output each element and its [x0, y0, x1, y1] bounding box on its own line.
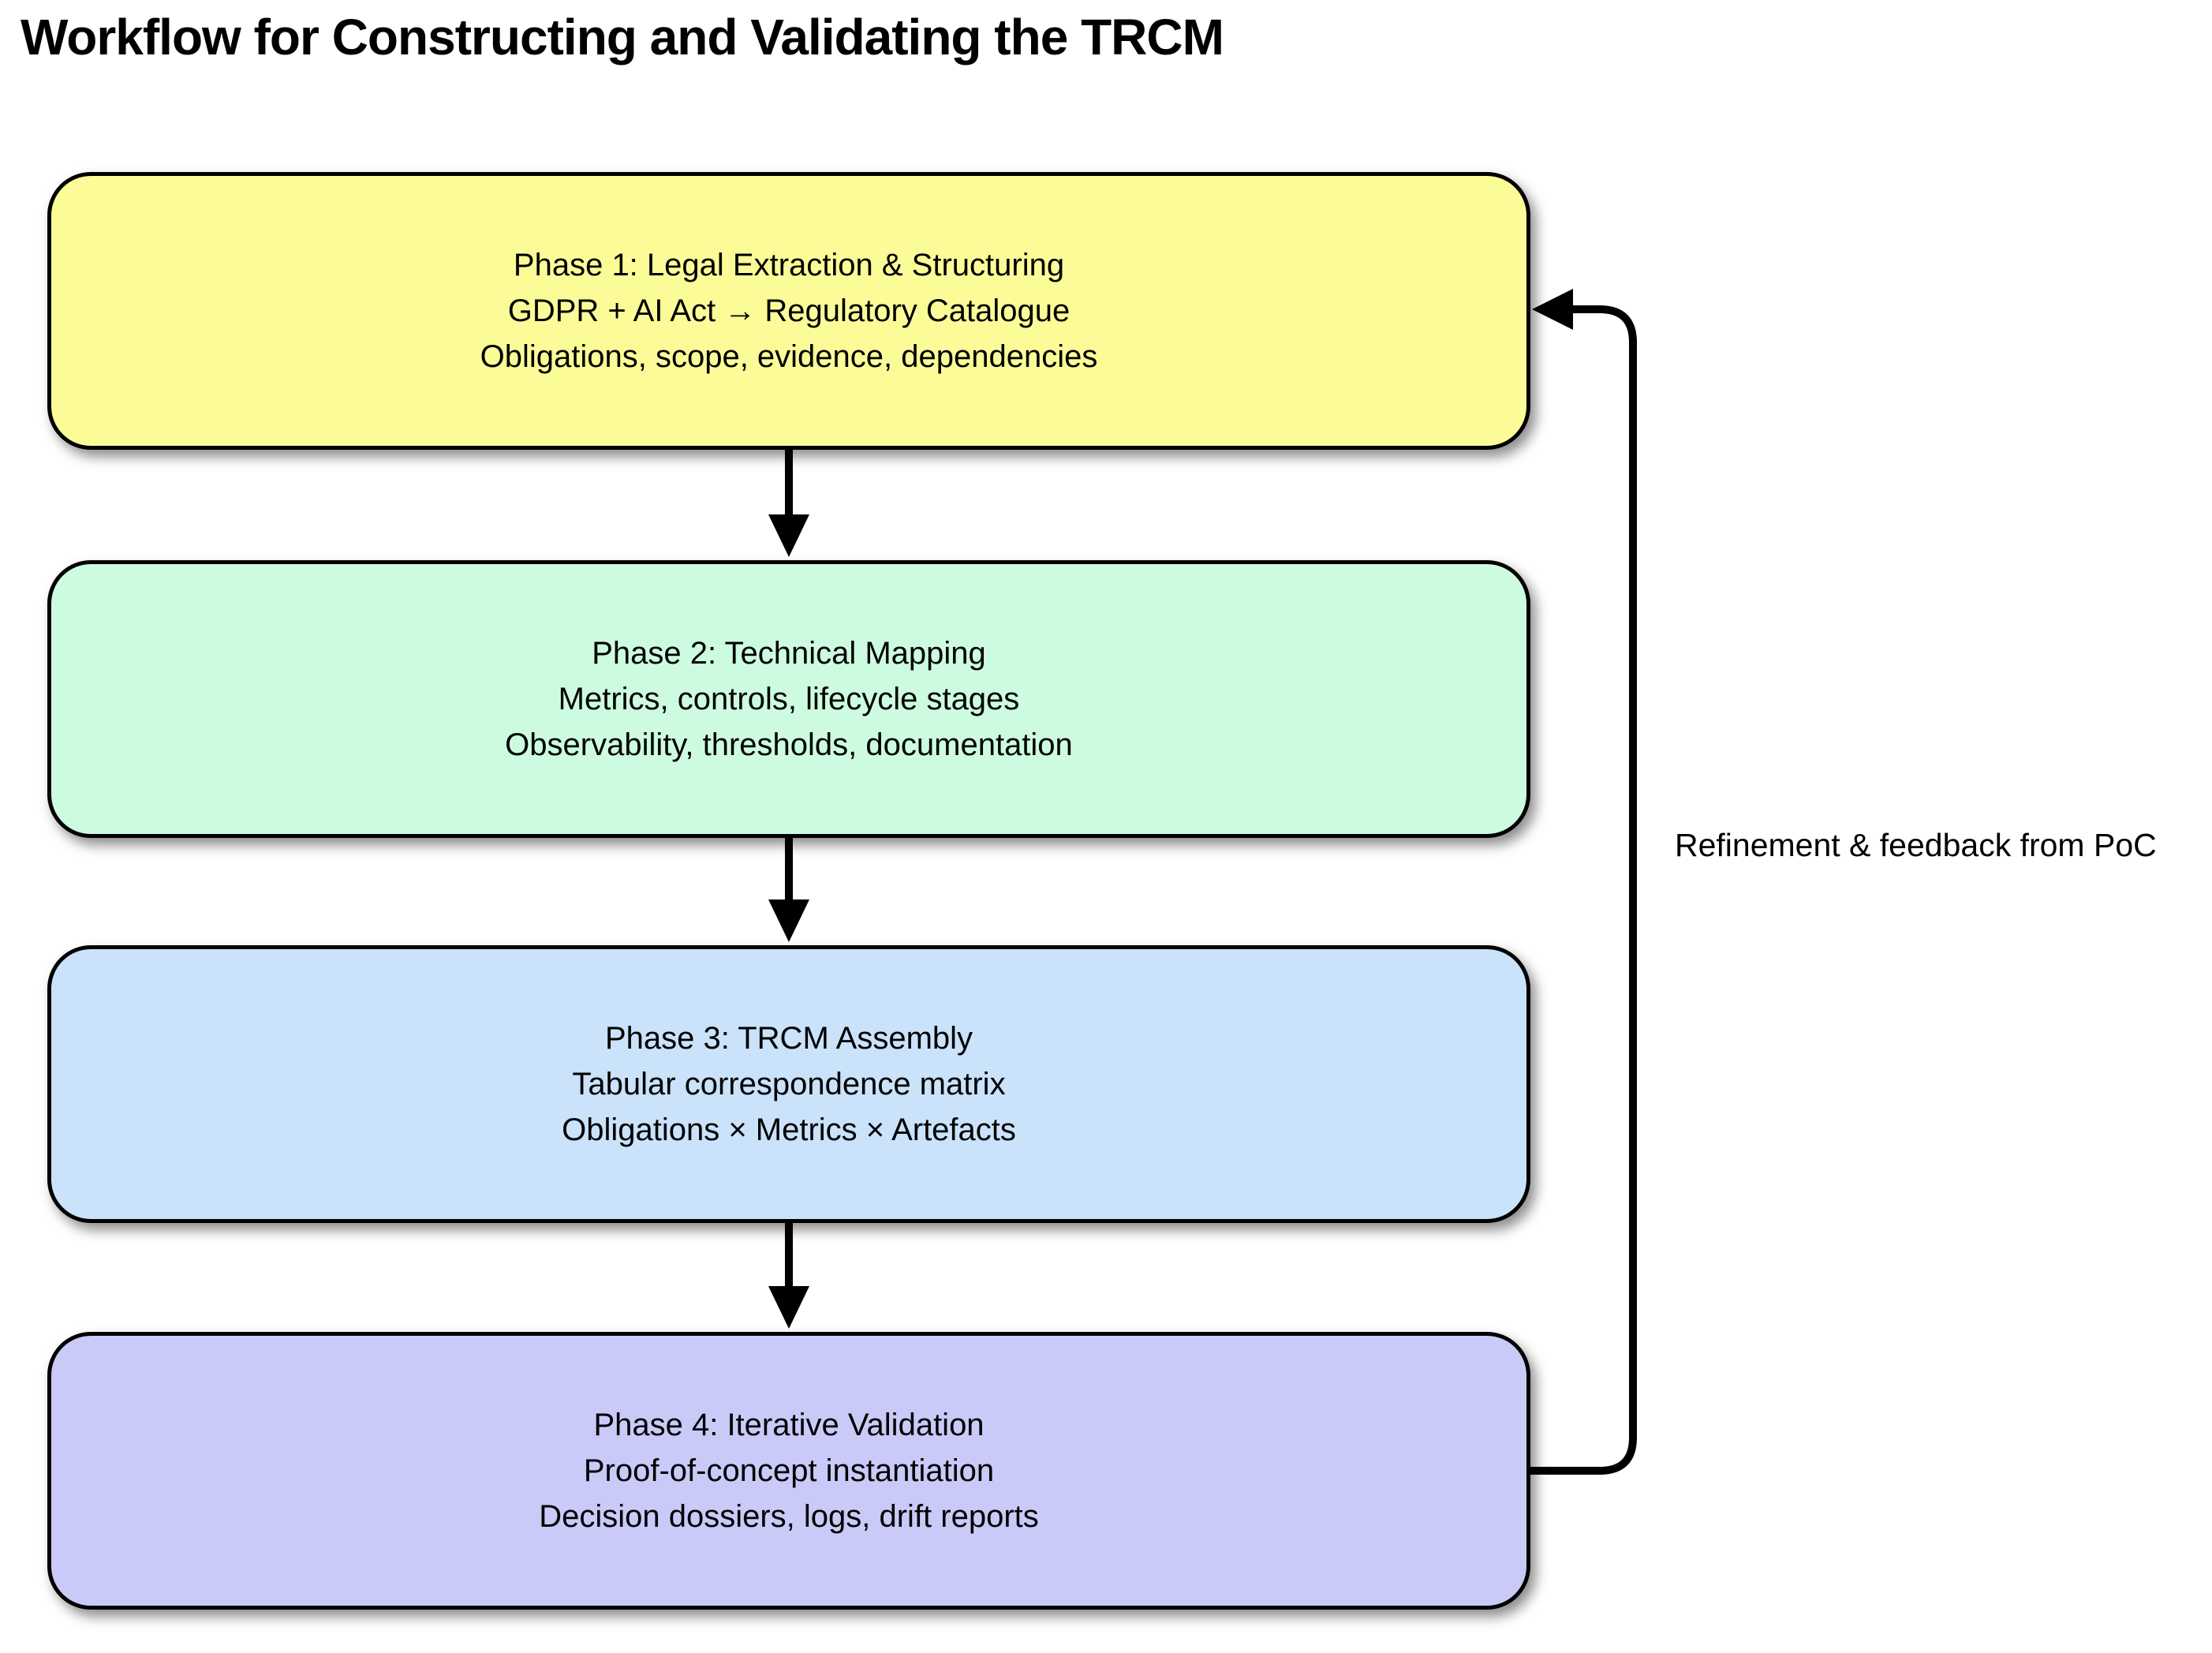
- page-title: Workflow for Constructing and Validating the TRCM: [21, 9, 1224, 65]
- arrow-phase1-to-phase2-head-icon: [768, 514, 809, 557]
- phase-2-title: Phase 2: Technical Mapping: [592, 636, 986, 671]
- arrow-phase2-to-phase3-head-icon: [768, 899, 809, 942]
- phase-3-title: Phase 3: TRCM Assembly: [604, 1021, 973, 1056]
- phase-4-title: Phase 4: Iterative Validation: [593, 1408, 985, 1442]
- phase-3-box: [47, 945, 1530, 1223]
- phase-1-title: Phase 1: Legal Extraction & Structuring: [513, 248, 1065, 282]
- feedback-arrow-head-icon: [1532, 289, 1573, 330]
- phase-2-detail-2: Observability, thresholds, documentation: [505, 727, 1073, 762]
- arrow-phase3-to-phase4-head-icon: [768, 1286, 809, 1329]
- phase-2-detail-1: Metrics, controls, lifecycle stages: [558, 682, 1020, 716]
- phase-2-box: [47, 560, 1530, 838]
- phase-4-box: [47, 1332, 1530, 1610]
- feedback-loop-path: [1530, 309, 1633, 1471]
- phase-4-detail-2: Decision dossiers, logs, drift reports: [539, 1499, 1039, 1534]
- phase-1-box: [47, 172, 1530, 450]
- phase-1-detail-1: GDPR + AI Act → Regulatory Catalogue: [507, 294, 1071, 328]
- phase-1-detail-2: Obligations, scope, evidence, dependencies: [480, 339, 1098, 374]
- phase-3-detail-2: Obligations × Metrics × Artefacts: [562, 1113, 1016, 1147]
- phase-4-detail-1: Proof-of-concept instantiation: [583, 1453, 995, 1488]
- feedback-label: Refinement & feedback from PoC: [1675, 827, 2157, 863]
- phase-3-detail-1: Tabular correspondence matrix: [572, 1067, 1006, 1101]
